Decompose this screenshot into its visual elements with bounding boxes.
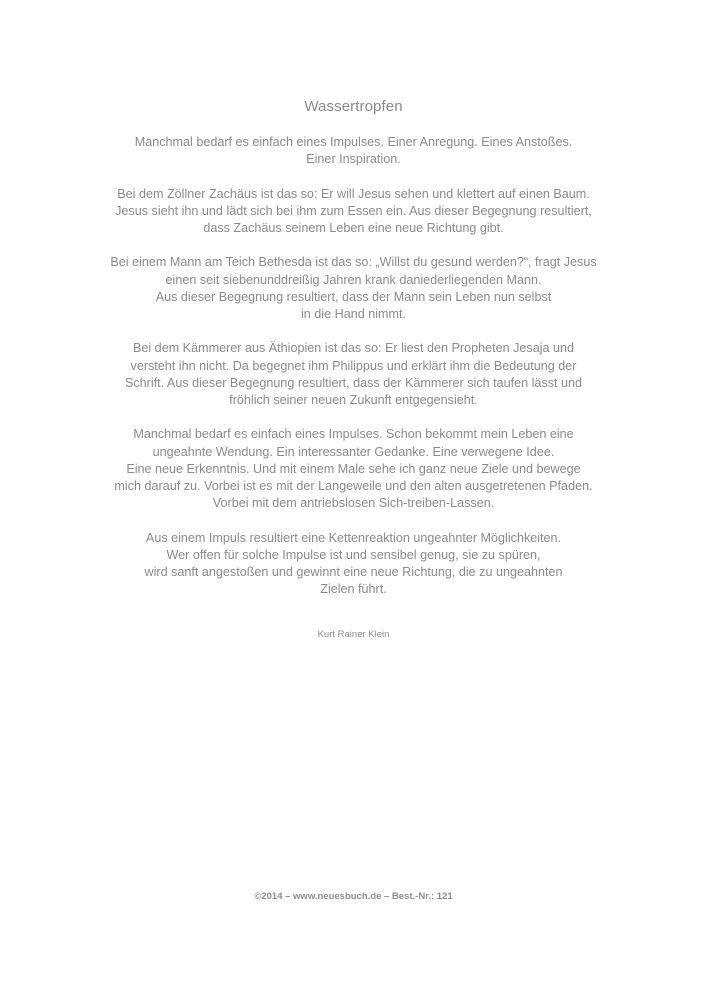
stanza	[60, 254, 647, 323]
poem-line: Aus dieser Begegnung resultiert, dass der Mann sein Leben nun selbst	[155, 289, 552, 304]
poem-line: Bei einem Mann am Teich Bethesda ist das so: „Willst du gesund werden?“, fragt Jesus	[110, 255, 597, 270]
stanza	[60, 134, 647, 168]
poem-line: Bei dem Kämmerer aus Äthiopien ist das so: Er liest den Propheten Jesaja und	[132, 341, 575, 356]
copyright-footer: ©2014 – www.neuesbuch.de – Best.-Nr.: 121	[254, 891, 453, 902]
poem-line: Vorbei mit dem antriebslosen Sich-treiben-Lassen.	[212, 496, 495, 511]
poem-line: Jesus sieht ihn und lädt sich bei ihm zum Essen ein. Aus dieser Begegnung resultiert,	[115, 203, 592, 218]
stanza	[60, 340, 647, 409]
poem-line: Einer Inspiration.	[306, 152, 401, 167]
poem-line: ungeahnte Wendung. Ein interessanter Gedanke. Eine verwegene Idee.	[152, 444, 555, 459]
poem-line: fröhlich seiner neuen Zukunft entgegensieht.	[229, 393, 478, 407]
poem-line: Aus einem Impuls resultiert eine Kettenreaktion ungeahnter Möglichkeiten.	[145, 530, 562, 545]
poem-line: Eine neue Erkenntnis. Und mit einem Male sehe ich ganz neue Ziele und bewege	[126, 461, 581, 476]
poem-line: mich darauf zu. Vorbei ist es mit der Langeweile und den alten ausgetretenen Pfaden.	[114, 479, 593, 493]
poem-line: Zielen führt.	[320, 582, 387, 597]
stanza	[60, 186, 647, 238]
poem-line: in die Hand nimmt.	[301, 307, 406, 321]
poem-line: Schrift. Aus dieser Begegnung resultiert, dass der Kämmerer sich taufen lässt und	[124, 375, 583, 390]
poem-title: Wassertropfen	[304, 98, 403, 115]
poem-line: Bei dem Zöllner Zachäus ist das so: Er will Jesus sehen und klettert auf einen Baum.	[117, 186, 590, 201]
poem-line: versteht ihn nicht. Da begegnet ihm Philippus und erklärt ihm die Bedeutung der	[130, 358, 577, 373]
poem-line: wird sanft angestoßen und gewinnt eine neue Richtung, die zu ungeahnten	[144, 565, 563, 579]
author-name: Kurt Rainer Klein	[317, 629, 390, 640]
poem-line: Manchmal bedarf es einfach eines Impulses. Schon bekommt mein Leben eine	[133, 427, 574, 442]
poem-line: Manchmal bedarf es einfach eines Impulses. Einer Anregung. Eines Anstoßes.	[134, 135, 573, 149]
poem-line: Wer offen für solche Impulse ist und sensibel genug, sie zu spüren,	[166, 547, 541, 562]
stanza	[60, 426, 647, 512]
poem-body	[60, 134, 647, 616]
poem-line: einen seit siebenunddreißig Jahren krank daniederliegenden Mann.	[165, 272, 542, 287]
stanza	[60, 530, 647, 599]
poem-line: dass Zachäus seinem Leben eine neue Richtung gibt.	[203, 221, 504, 235]
